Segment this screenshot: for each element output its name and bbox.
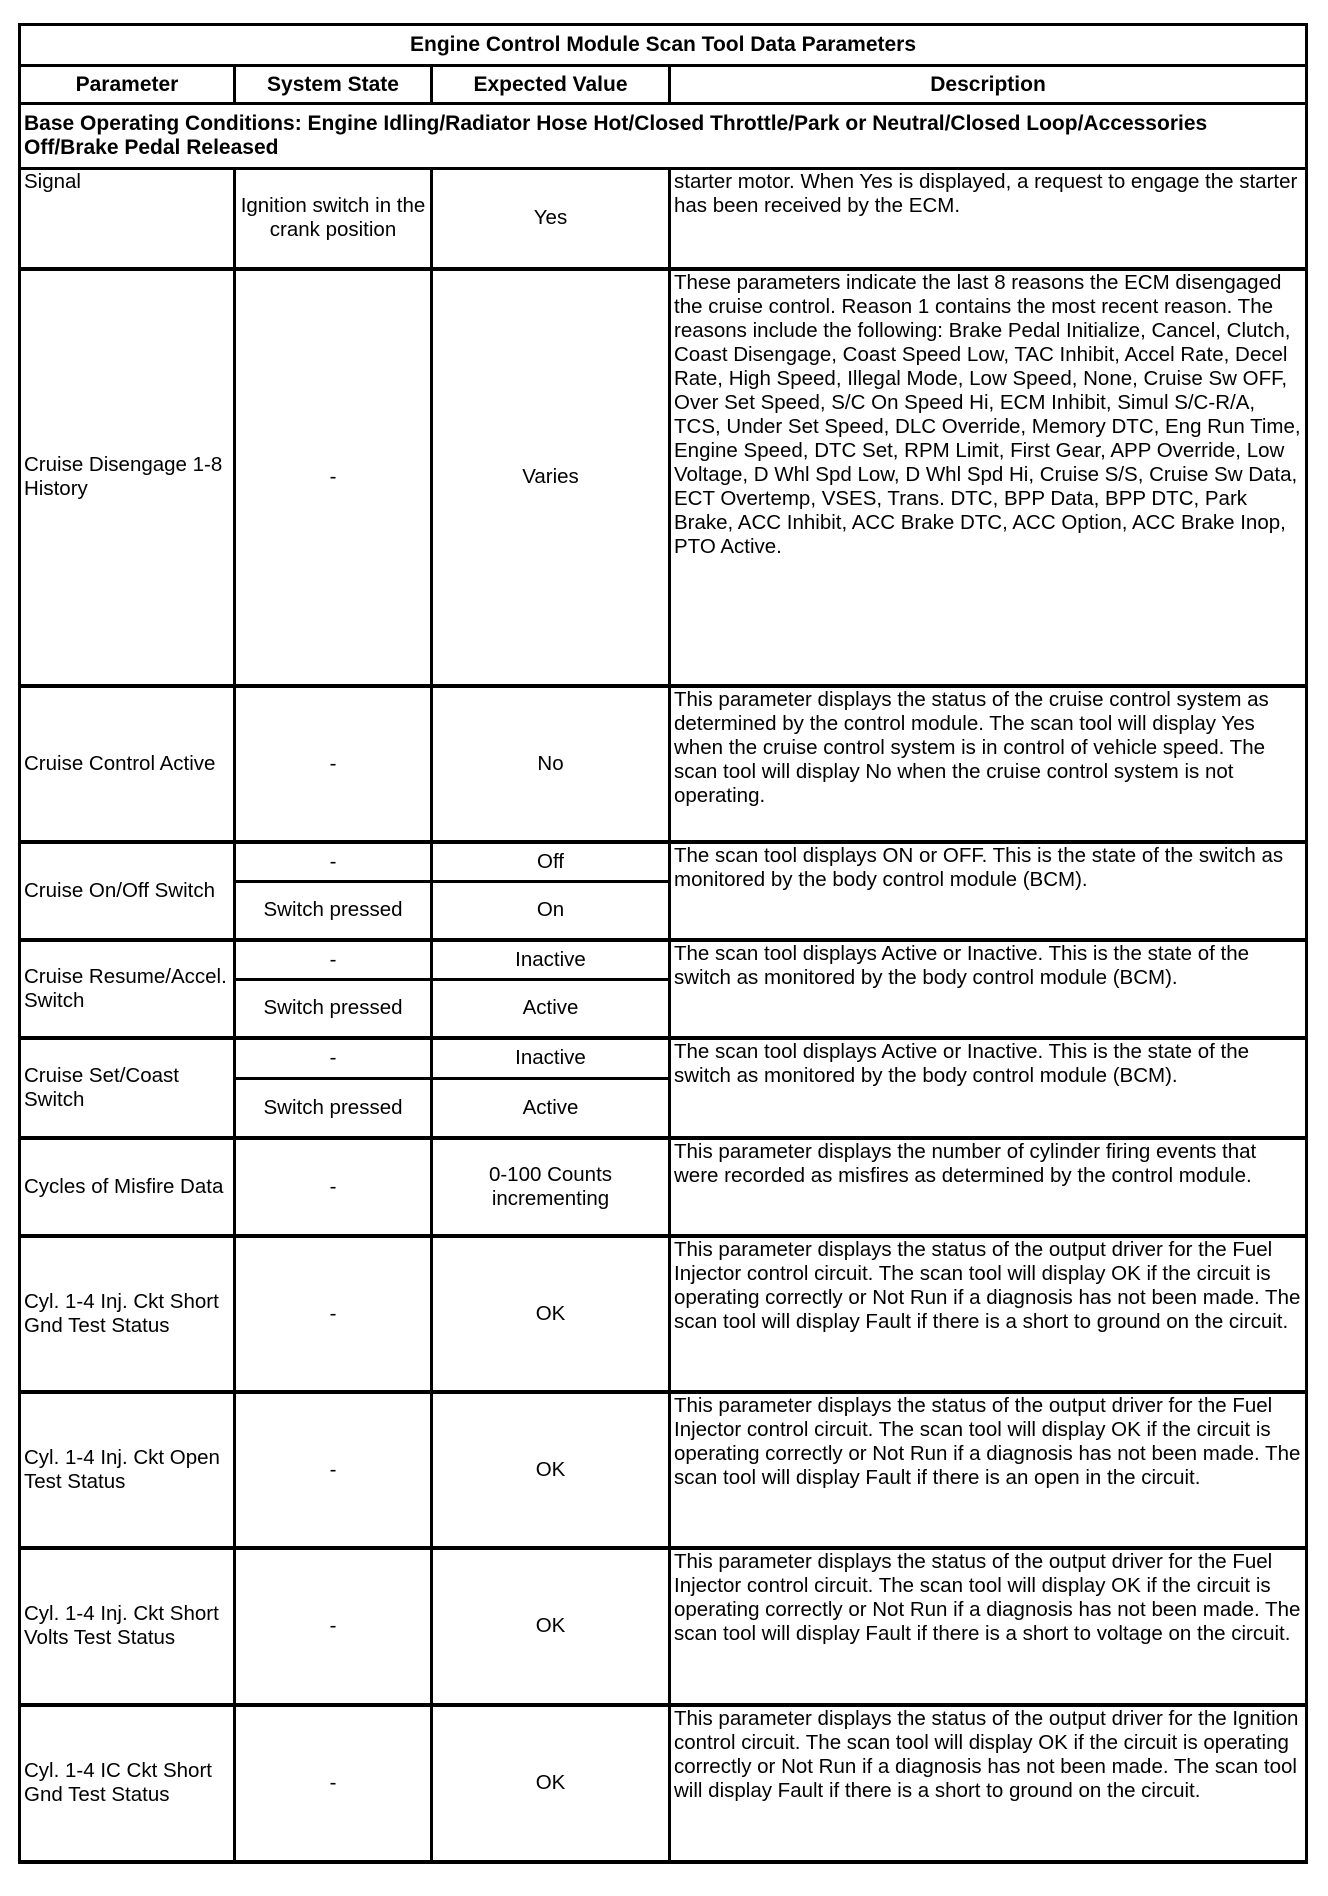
expected-value-cell: Yes: [432, 169, 670, 269]
system-state-cell: -: [235, 1392, 432, 1548]
expected-value-cell: Inactive: [432, 1038, 670, 1079]
parameter-cell: Cruise On/Off Switch: [20, 842, 235, 940]
table-row: [20, 686, 1307, 842]
table-row: [20, 1548, 1307, 1705]
base-conditions-row: [20, 104, 1307, 169]
column-header-description: Description: [670, 66, 1307, 104]
system-state-cell: -: [235, 1548, 432, 1705]
parameter-cell: Cyl. 1-4 IC Ckt Short Gnd Test Status: [20, 1705, 235, 1862]
table-row: [20, 1138, 1307, 1236]
expected-value-cell: Varies: [432, 269, 670, 686]
table-row: [20, 1236, 1307, 1392]
expected-value-cell: OK: [432, 1548, 670, 1705]
system-state-cell: -: [235, 1138, 432, 1236]
table-row: [20, 169, 1307, 269]
parameter-cell: Cruise Resume/Accel. Switch: [20, 940, 235, 1038]
parameter-cell: Cyl. 1-4 Inj. Ckt Short Gnd Test Status: [20, 1236, 235, 1392]
table-row: [20, 1705, 1307, 1862]
system-state-cell: -: [235, 269, 432, 686]
parameter-cell: Cruise Set/Coast Switch: [20, 1038, 235, 1138]
description-cell: The scan tool displays Active or Inactive. This is the state of the switch as monitored by the body control module (BCM).: [670, 940, 1307, 1038]
system-state-cell: Switch pressed: [235, 1079, 432, 1138]
system-state-cell: -: [235, 842, 432, 882]
description-cell: This parameter displays the status of the output driver for the Fuel Injector control circuit. The scan tool will display OK if the circuit is operating correctly or Not Run if a diagnosis has not been made. The scan tool will display Fault if there is a short to voltage on the circuit.: [670, 1548, 1307, 1705]
system-state-cell: -: [235, 940, 432, 980]
parameter-cell: Cycles of Misfire Data: [20, 1138, 235, 1236]
parameter-cell: Signal: [20, 169, 235, 269]
description-cell: These parameters indicate the last 8 reasons the ECM disengaged the cruise control. Reason 1 contains the most recent reason. The reasons include the following: Brake Pedal Initialize, Cancel, Clutch, Coast Disengage, Coast Speed Low, TAC Inhibit, Accel Rate, Decel Rate, High Speed, Illegal Mode, Low Speed, None, Cruise Sw OFF, Over Set Speed, S/C On Speed Hi, ECM Inhibit, Simul S/C-R/A, TCS, Under Set Speed, DLC Override, Memory DTC, Eng Run Time, Engine Speed, DTC Set, RPM Limit, First Gear, APP Override, Low Voltage, D Whl Spd Low, D Whl Spd Hi, Cruise S/S, Cruise Sw Data, ECT Overtemp, VSES, Trans. DTC, BPP Data, BPP DTC, Park Brake, ACC Inhibit, ACC Brake DTC, ACC Option, ACC Brake Inop, PTO Active.: [670, 269, 1307, 686]
description-cell: This parameter displays the number of cylinder firing events that were recorded as misfires as determined by the control module.: [670, 1138, 1307, 1236]
table-row: [20, 269, 1307, 686]
system-state-cell: -: [235, 1038, 432, 1079]
expected-value-cell: Active: [432, 980, 670, 1038]
column-header-parameter: Parameter: [20, 66, 235, 104]
table-row: [20, 842, 1307, 882]
expected-value-cell: OK: [432, 1705, 670, 1862]
table-row: [20, 1392, 1307, 1548]
expected-value-cell: Inactive: [432, 940, 670, 980]
column-header-system-state: System State: [235, 66, 432, 104]
base-conditions: Base Operating Conditions: Engine Idling/Radiator Hose Hot/Closed Throttle/Park or Neutral/Closed Loop/Accessories Off/Brake Pedal Released: [20, 104, 1307, 169]
expected-value-cell: Off: [432, 842, 670, 882]
parameter-cell: Cyl. 1-4 Inj. Ckt Short Volts Test Status: [20, 1548, 235, 1705]
table-title: Engine Control Module Scan Tool Data Parameters: [20, 25, 1307, 66]
table-title-row: [20, 25, 1307, 66]
expected-value-cell: OK: [432, 1236, 670, 1392]
system-state-cell: -: [235, 686, 432, 842]
expected-value-cell: OK: [432, 1392, 670, 1548]
expected-value-cell: No: [432, 686, 670, 842]
column-header-expected-value: Expected Value: [432, 66, 670, 104]
parameter-cell: Cyl. 1-4 Inj. Ckt Open Test Status: [20, 1392, 235, 1548]
description-cell: This parameter displays the status of the output driver for the Fuel Injector control circuit. The scan tool will display OK if the circuit is operating correctly or Not Run if a diagnosis has not been made. The scan tool will display Fault if there is a short to ground on the circuit.: [670, 1236, 1307, 1392]
system-state-cell: -: [235, 1705, 432, 1862]
system-state-cell: Switch pressed: [235, 882, 432, 940]
description-cell: This parameter displays the status of the cruise control system as determined by the control module. The scan tool will display Yes when the cruise control system is in control of vehicle speed. The scan tool will display No when the cruise control system is not operating.: [670, 686, 1307, 842]
description-cell: The scan tool displays ON or OFF. This is the state of the switch as monitored by the body control module (BCM).: [670, 842, 1307, 940]
column-header-row: [20, 66, 1307, 104]
expected-value-cell: 0-100 Counts incrementing: [432, 1138, 670, 1236]
system-state-cell: Ignition switch in the crank position: [235, 169, 432, 269]
expected-value-cell: On: [432, 882, 670, 940]
description-cell: This parameter displays the status of the output driver for the Fuel Injector control circuit. The scan tool will display OK if the circuit is operating correctly or Not Run if a diagnosis has not been made. The scan tool will display Fault if there is an open in the circuit.: [670, 1392, 1307, 1548]
parameter-cell: Cruise Disengage 1-8 History: [20, 269, 235, 686]
expected-value-cell: Active: [432, 1079, 670, 1138]
description-cell: The scan tool displays Active or Inactive. This is the state of the switch as monitored by the body control module (BCM).: [670, 1038, 1307, 1138]
description-cell: starter motor. When Yes is displayed, a request to engage the starter has been received by the ECM.: [670, 169, 1307, 269]
system-state-cell: -: [235, 1236, 432, 1392]
description-cell: This parameter displays the status of the output driver for the Ignition control circuit. The scan tool will display OK if the circuit is operating correctly or Not Run if a diagnosis has not been made. The scan tool will display Fault if there is a short to ground on the circuit.: [670, 1705, 1307, 1862]
table-row: [20, 1038, 1307, 1079]
scan-tool-data-table: [18, 23, 1308, 1864]
system-state-cell: Switch pressed: [235, 980, 432, 1038]
parameter-cell: Cruise Control Active: [20, 686, 235, 842]
table-row: [20, 940, 1307, 980]
